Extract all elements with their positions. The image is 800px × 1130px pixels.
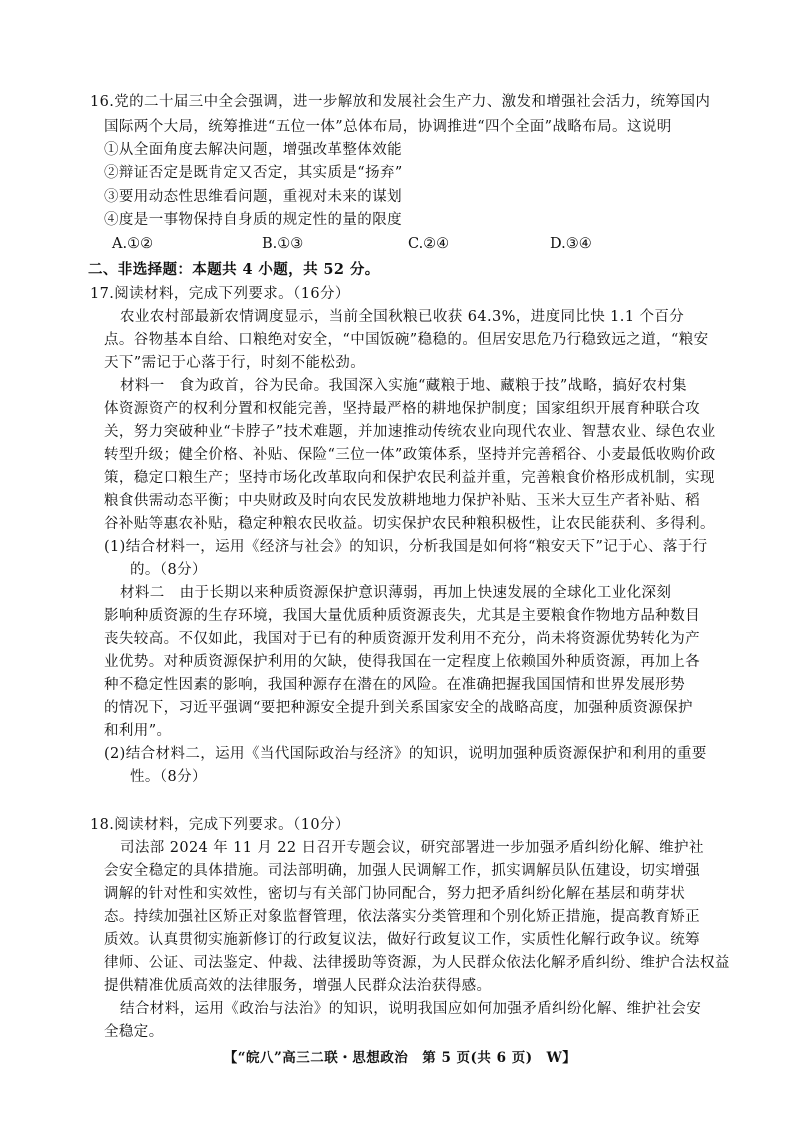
q18-material-line-6: 律师、公证、司法鉴定、仲裁、法律援助等资源，为人民群众依法化解矛盾纠纷、维护合法权益: [104, 955, 730, 971]
q17-material2-line-1: 材料二 由于长期以来种质资源保护意识薄弱，再加上快速发展的全球化工业化深刻: [120, 585, 672, 601]
q18-material-line-2: 会安全稳定的具体措施。司法部明确，加强人民调解工作，抓实调解员队伍建设，切实增强: [104, 863, 700, 879]
q18-question-line-1: 结合材料，运用《政治与法治》的知识，说明我国应如何加强矛盾纠纷化解、维护社会安: [120, 1001, 702, 1017]
q17-subquestion-1-line-1: (1)结合材料一，运用《经济与社会》的知识，分析我国是如何将“粮安天下”记于心、落于行: [104, 539, 708, 555]
q17-material2-line-6: 的情况下，习近平强调“要把种源安全提升到关系国家安全的战略高度，加强种质资源保护: [104, 700, 693, 716]
q17-material1-line-3: 关，努力突破种业“卡脖子”技术难题，并加速推动传统农业向现代农业、智慧农业、绿色农业: [104, 424, 716, 440]
q17-material2-line-4: 业优势。对种质资源保护利用的欠缺，使得我国在一定程度上依赖国外种质资源，再加上各: [104, 654, 700, 670]
q16-option-d: D.③④: [550, 236, 592, 252]
q18-material-line-5: 质效。认真贯彻实施新修订的行政复议法，做好行政复议工作，实质性化解行政争议。统筹: [104, 932, 700, 948]
q17-material2-line-5: 种不稳定性因素的影响，我国种源存在潜在的风险。在准确把握我国国情和世界发展形势: [104, 677, 686, 693]
q17-material1-line-6: 粮食供需动态平衡；中央财政及时向农民发放耕地地力保护补贴、玉米大豆生产者补贴、稻: [104, 493, 700, 509]
q17-intro-line-2: 点。谷物基本自给、口粮绝对安全，“中国饭碗”稳稳的。但居安思危乃行稳致远之道，“粮安: [104, 332, 709, 348]
q17-material2-line-3: 丧失较高。不仅如此，我国对于已有的种质资源开发利用不充分，尚未将资源优势转化为产: [104, 631, 700, 647]
q16-statement-2: ②辩证否定是既肯定又否定，其实质是“扬弃”: [104, 165, 403, 181]
q16-option-b: B.①③: [262, 236, 304, 252]
q18-material-line-3: 调解的针对性和实效性，密切与有关部门协同配合，努力把矛盾纠纷化解在基层和萌芽状: [104, 886, 686, 902]
q18-material-line-4: 态。持续加强社区矫正对象监督管理，依法落实分类管理和个别化矫正措施，提高教育矫正: [104, 909, 700, 925]
q16-stem-line-2: 国际两个大局，统筹推进“五位一体”总体布局，协调推进“四个全面”战略布局。这说明: [104, 119, 672, 135]
q17-subquestion-2-line-1: (2)结合材料二，运用《当代国际政治与经济》的知识，说明加强种质资源保护和利用的重要: [104, 746, 707, 762]
q16-stem-line-1: 16.党的二十届三中全会强调，进一步解放和发展社会生产力、激发和增强社会活力，统筹国内: [90, 94, 711, 110]
q17-material2-line-2: 影响种质资源的生存环境，我国大量优质种质资源丧失，尤其是主要粮食作物地方品种数目: [104, 608, 700, 624]
q16-statement-1: ①从全面角度去解决问题，增强改革整体效能: [104, 142, 402, 158]
q17-material1-line-7: 谷补贴等惠农补贴，稳定种粮农民收益。切实保护农民种粮积极性，让农民能获利、多得利。: [104, 516, 715, 532]
page-footer: 【“皖八”高三二联・思想政治 第 5 页(共 6 页) W】: [223, 1050, 577, 1066]
q17-intro-line-1: 农业农村部最新农情调度显示，当前全国秋粮已收获 64.3%，进度同比快 1.1 个百分: [120, 309, 685, 325]
q17-subquestion-2-line-2: 性。（8分）: [130, 769, 207, 785]
section-heading-non-choice: 二、非选择题：本题共 4 小题，共 52 分。: [88, 261, 380, 278]
q17-material1-line-5: 策，稳定口粮生产；坚持市场化改革取向和保护农民利益并重，完善粮食价格形成机制，实现: [104, 470, 715, 486]
q17-intro-line-3: 天下”需记于心落于行，时刻不能松劲。: [104, 355, 366, 371]
q17-material1-line-2: 体资源资产的权利分置和权能完善，坚持最严格的耕地保护制度；国家组织开展育种联合攻: [104, 401, 700, 417]
q17-subquestion-1-line-2: 的。（8分）: [130, 562, 207, 578]
q16-option-c: C.②④: [408, 236, 450, 252]
q18-material-line-7: 提供精准优质高效的法律服务，增强人民群众法治获得感。: [104, 978, 492, 994]
q17-stem: 17.阅读材料，完成下列要求。（16分）: [90, 286, 350, 302]
q18-question-line-2: 全稳定。: [104, 1024, 164, 1040]
q18-stem: 18.阅读材料，完成下列要求。（10分）: [90, 817, 350, 833]
q16-statement-3: ③要用动态性思维看问题，重视对未来的谋划: [104, 189, 402, 205]
q18-material-line-1: 司法部 2024 年 11 月 22 日召开专题会议，研究部署进一步加强矛盾纠纷化解、维护社: [120, 840, 704, 856]
q16-option-a: A.①②: [112, 236, 154, 252]
q16-options: [112, 236, 712, 256]
q17-material2-line-7: 和利用”。: [104, 723, 172, 739]
q17-material1-line-4: 转型升级；健全价格、补贴、保险“三位一体”政策体系，坚持并完善稻谷、小麦最低收购价政: [104, 447, 716, 463]
q16-statement-4: ④度是一事物保持自身质的规定性的量的限度: [104, 212, 402, 228]
q17-material1-line-1: 材料一 食为政首，谷为民命。我国深入实施“藏粮于地、藏粮于技”战略，搞好农村集: [120, 378, 687, 394]
